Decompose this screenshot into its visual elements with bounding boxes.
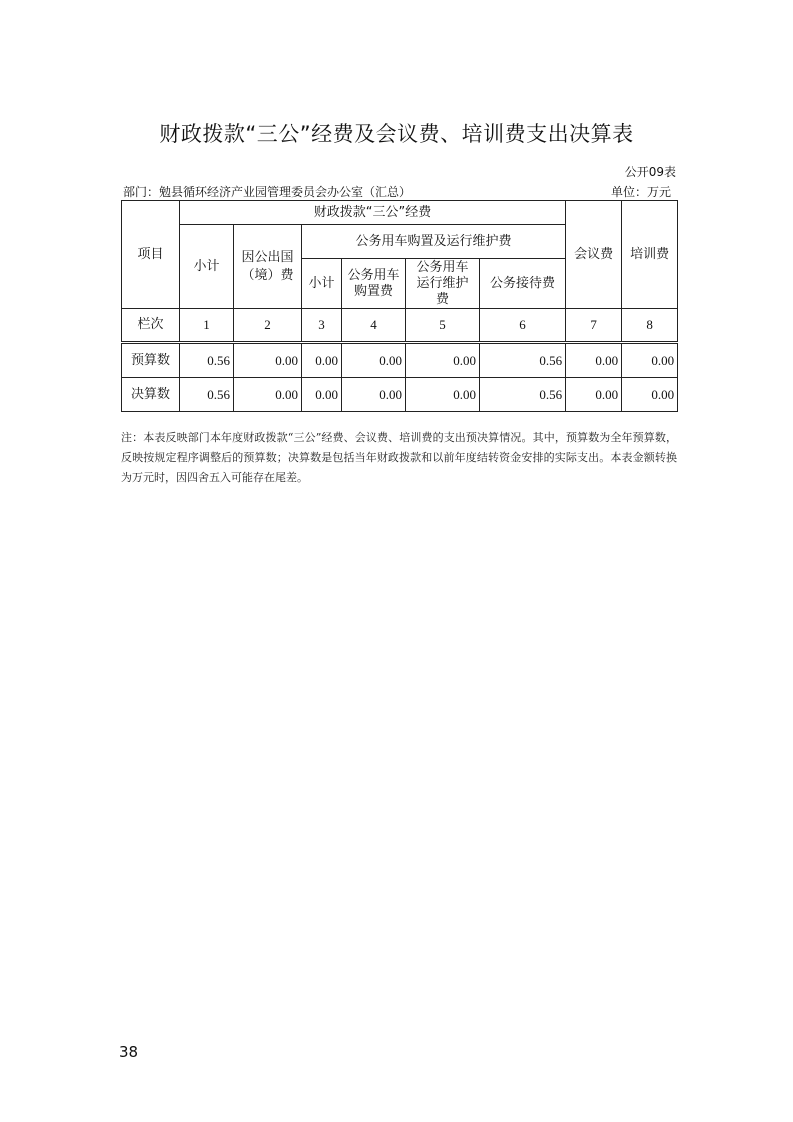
table-cell: 0.00	[566, 343, 622, 378]
header-item: 项目	[122, 201, 180, 309]
header-subtotal: 小计	[180, 225, 234, 309]
header-abroad-text: 因公出国（境）费	[241, 249, 294, 283]
header-sangong-group: 财政拨款“三公”经费	[180, 201, 566, 225]
header-vehicle-operation	[406, 259, 480, 309]
table-cell: 0.00	[302, 343, 342, 378]
table-cell: 0.56	[480, 343, 566, 378]
table-cell: 0.00	[406, 378, 480, 412]
row-label-budget: 预算数	[122, 343, 180, 378]
header-abroad	[234, 225, 302, 309]
table-cell: 0.00	[234, 378, 302, 412]
column-number: 8	[622, 309, 678, 343]
table-row-final	[122, 378, 678, 412]
column-number: 2	[234, 309, 302, 343]
header-meeting: 会议费	[566, 201, 622, 309]
table-note: 注：本表反映部门本年度财政拨款“三公”经费、会议费、培训费的支出预决算情况。其中，预算数为全年预算数，反映按规定程序调整后的预算数；决算数是包括当年财政拨款和以前年度结转资金安排的实际支出。本表金额转换为万元时，因四舍五入可能存在尾差。	[121, 431, 677, 484]
column-number: 1	[180, 309, 234, 343]
table-cell: 0.00	[406, 343, 480, 378]
column-number: 7	[566, 309, 622, 343]
column-number-label: 栏次	[122, 309, 180, 343]
column-number: 5	[406, 309, 480, 343]
column-number: 6	[480, 309, 566, 343]
table-cell: 0.00	[622, 343, 678, 378]
expenditure-table	[121, 200, 678, 412]
header-vehicle-subtotal: 小计	[302, 259, 342, 309]
column-number: 4	[342, 309, 406, 343]
header-vehicle-group: 公务用车购置及运行维护费	[302, 225, 566, 259]
table-cell: 0.00	[302, 378, 342, 412]
table-row-budget	[122, 343, 678, 378]
table-cell: 0.00	[342, 343, 406, 378]
header-vehicle-purchase	[342, 259, 406, 309]
page-title: 财政拨款“三公”经费及会议费、培训费支出决算表	[159, 122, 634, 146]
page-number: 38	[119, 1043, 139, 1061]
header-vehicle-purchase-text: 公务用车购置费	[347, 267, 400, 299]
table-cell: 0.00	[234, 343, 302, 378]
header-training: 培训费	[622, 201, 678, 309]
table-cell: 0.56	[180, 378, 234, 412]
column-number: 3	[302, 309, 342, 343]
form-number: 公开09表	[624, 165, 676, 179]
table-cell: 0.00	[566, 378, 622, 412]
unit-label: 单位：万元	[610, 185, 671, 199]
table-cell: 0.00	[342, 378, 406, 412]
header-reception: 公务接待费	[480, 259, 566, 309]
department-label: 部门：勉县循环经济产业园管理委员会办公室（汇总）	[123, 185, 412, 199]
table-cell: 0.56	[180, 343, 234, 378]
header-vehicle-operation-text: 公务用车运行维护费	[416, 259, 469, 307]
table-cell: 0.00	[622, 378, 678, 412]
row-label-final: 决算数	[122, 378, 180, 412]
table-cell: 0.56	[480, 378, 566, 412]
